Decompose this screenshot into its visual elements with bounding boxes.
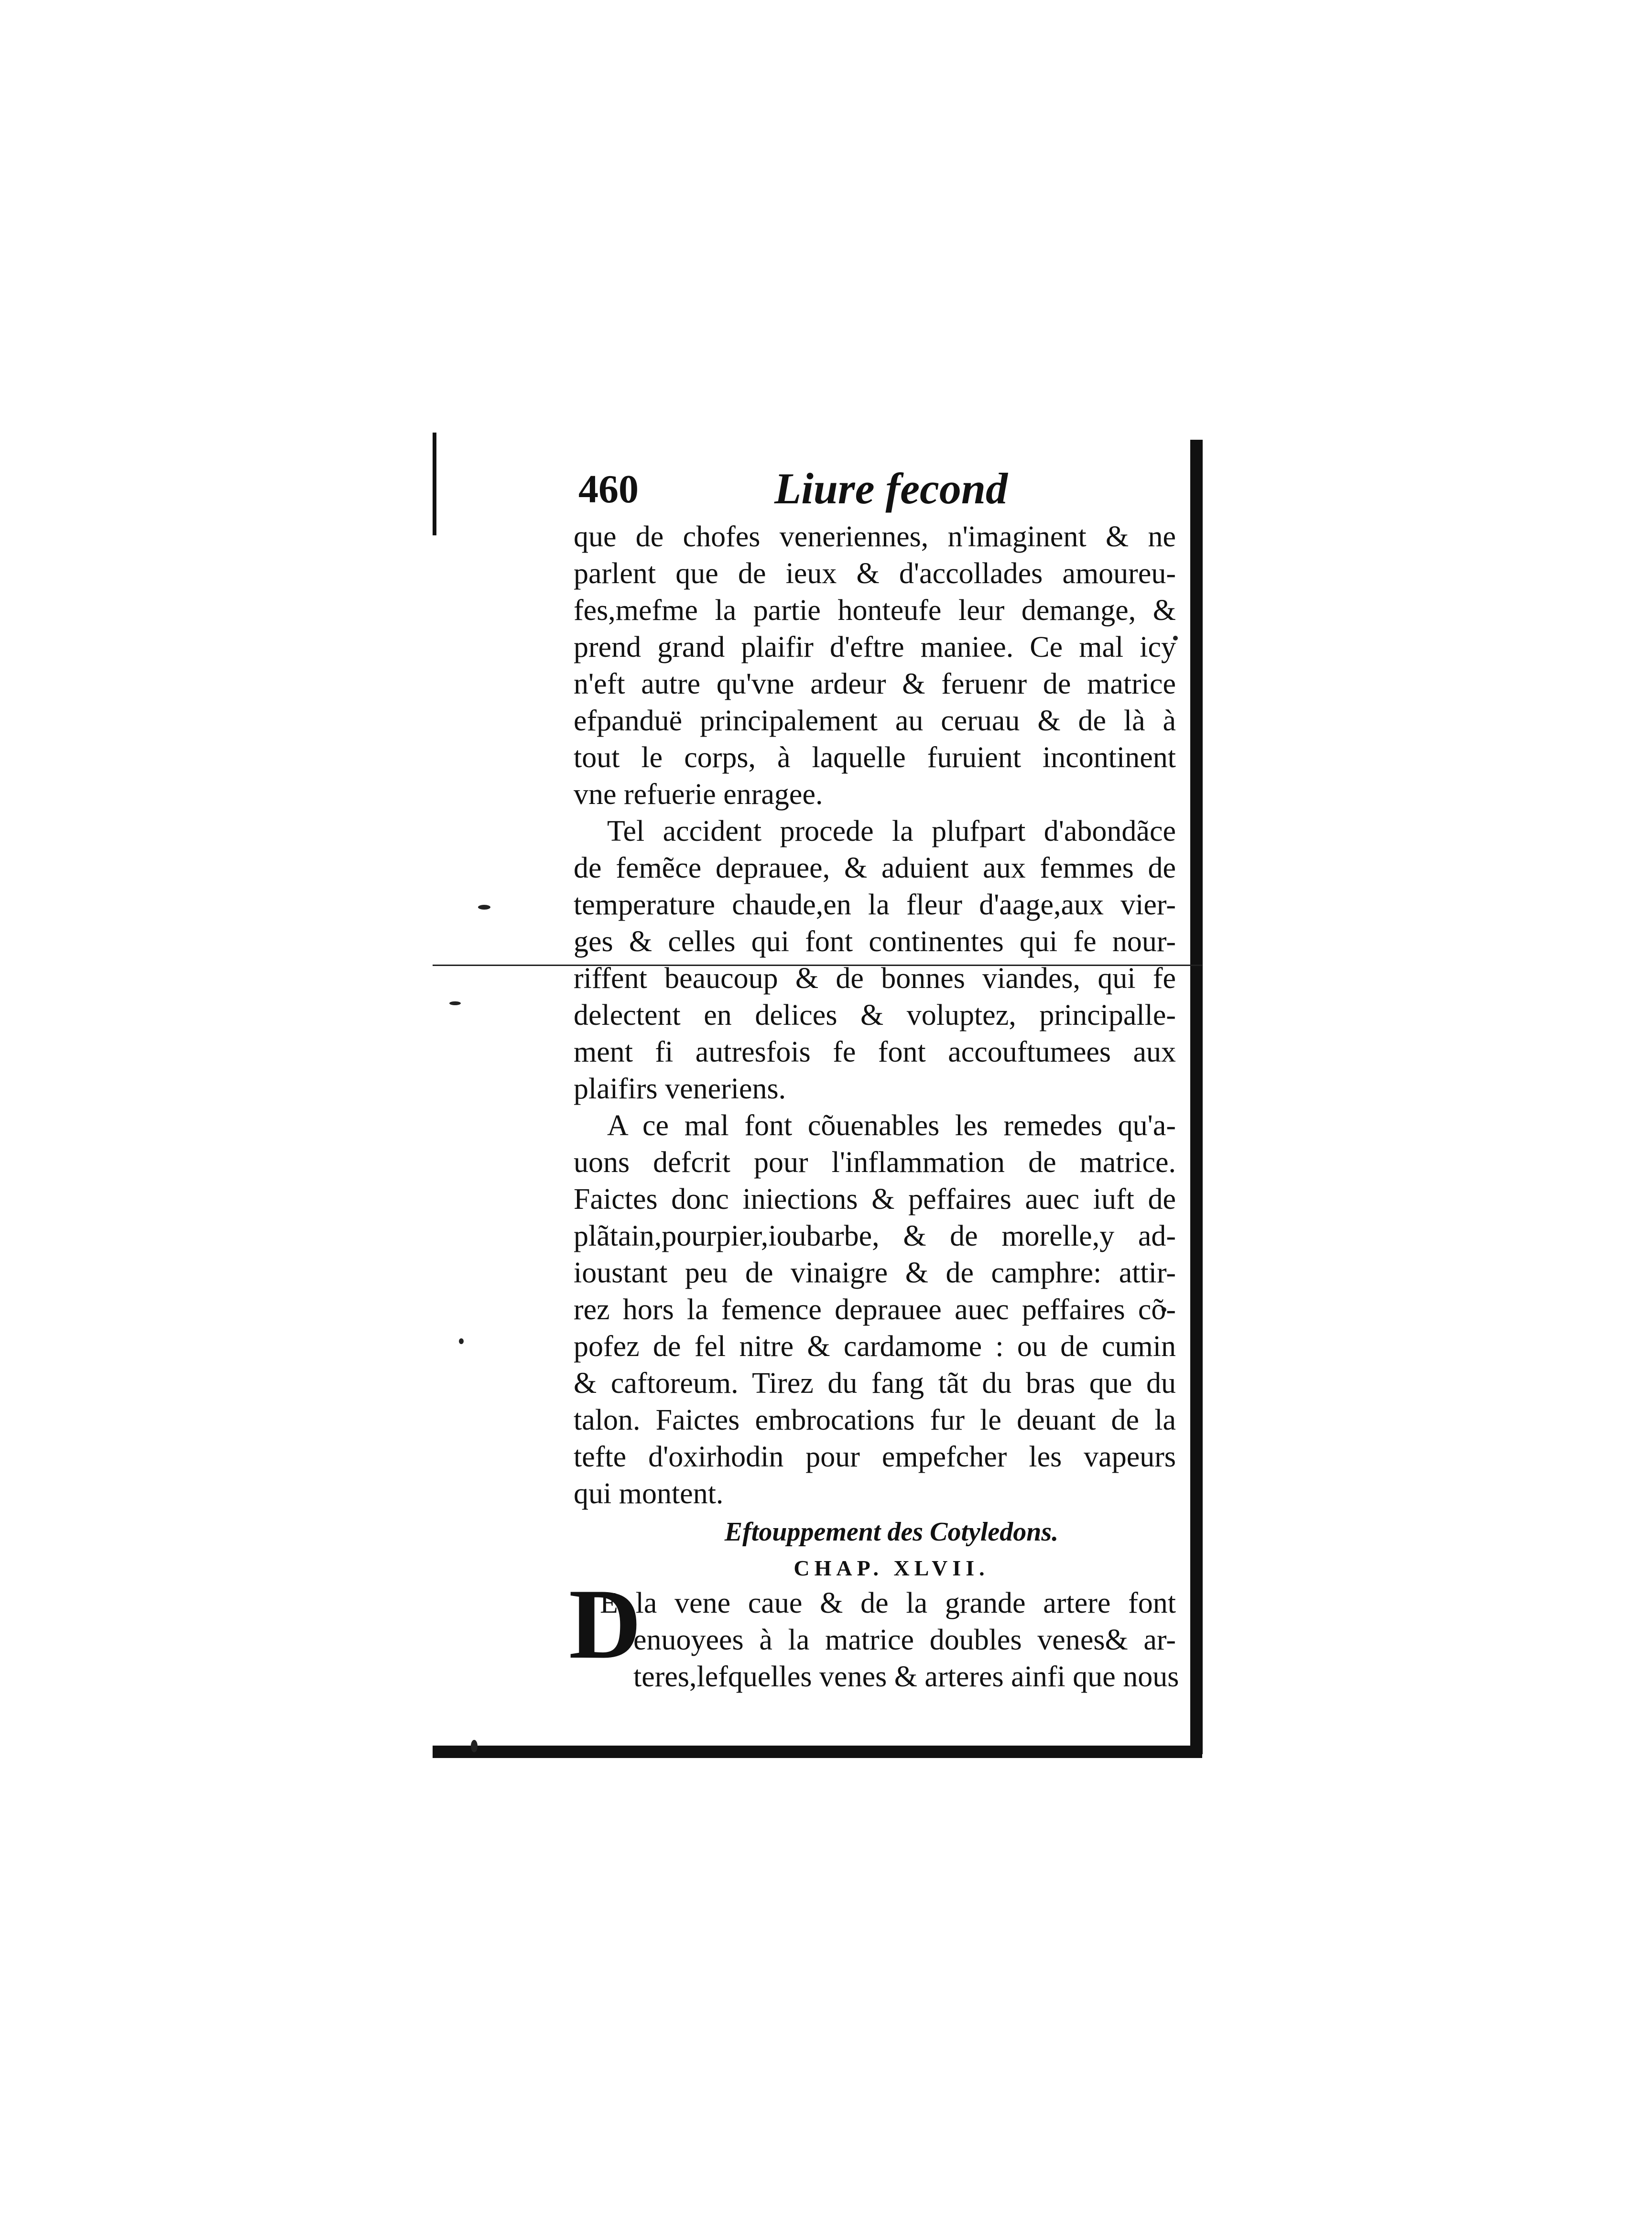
text-line: teres,lefquelles venes & arteres ainfi que nous [633,1661,1179,1693]
text-line: ment fi autresfois fe font accouftumees aux [574,1036,1176,1068]
text-line: que de chofes veneriennes, n'imaginent & ne [574,521,1176,553]
text-line: tout le corps, à laquelle furuient incontinent [574,741,1176,774]
drop-cap: D [569,1569,641,1680]
text-line: parlent que de ieux & d'accollades amoureu- [574,557,1176,590]
paragraph-1 [574,519,1176,813]
text-line: A ce mal font cõuenables les remedes qu'a- [607,1109,1176,1142]
text-line: Tel accident procede la plufpart d'abondãce [607,815,1176,847]
text-line: & caftoreum. Tirez du fang tãt du bras que du [574,1367,1176,1400]
left-margin-rule [433,433,436,535]
text-line: ioustant peu de vinaigre & de camphre: attir- [574,1257,1176,1289]
text-line: delectent en delices & voluptez, principalle- [574,999,1176,1031]
right-gutter-rule [1190,440,1203,1754]
running-title: Liure fecond [774,464,1008,513]
text-line: plãtain,pourpier,ioubarbe, & de morelle,y ad- [574,1220,1176,1252]
text-line: ges & celles qui font continentes qui fe nour- [574,925,1176,958]
text-line: de femẽce deprauee, & aduient aux femmes de [574,852,1176,884]
text-line: Faictes donc iniections & peffaires auec iuft de [574,1183,1176,1216]
text-line: riffent beaucoup & de bonnes viandes, qui fe [574,962,1176,995]
text-line: enuoyees à la matrice doubles venes& ar- [633,1624,1176,1656]
page-number: 460 [578,467,639,511]
chapter-number: CHAP. XLVII. [793,1556,989,1580]
text-line: plaifirs veneriens. [574,1073,786,1105]
text-line: tefte d'oxirhodin pour empefcher les vapeurs [574,1441,1176,1473]
text-line: rez hors la femence deprauee auec peffaires cõ- [574,1293,1176,1326]
ink-speck [478,905,490,910]
chapter-body [569,1569,1179,1695]
text-line: pofez de fel nitre & cardamome : ou de cumin [574,1330,1176,1363]
text-line: talon. Faictes embrocations fur le deuant de la [574,1404,1176,1436]
ink-speck [449,1001,461,1005]
text-line: qui montent. [574,1477,724,1510]
paragraph-3 [574,1107,1176,1512]
text-line: vne refuerie enragee. [574,778,823,811]
text-line: uons defcrit pour l'inflammation de matrice. [574,1146,1176,1179]
paragraph-2 [574,813,1176,1107]
ink-speck [471,1740,478,1752]
page-text [569,464,1179,1695]
text-line: efpanduë principalement au ceruau & de là à [574,705,1176,737]
text-line: n'eft autre qu'vne ardeur & feruenr de matrice [574,668,1176,700]
text-line: prend grand plaifir d'eftre maniee. Ce mal icy [574,631,1176,663]
chapter-heading: Eftouppement des Cotyledons. [724,1517,1059,1547]
ink-speck [459,1338,464,1344]
text-line: temperature chaude,en la fleur d'aage,aux vier- [574,889,1176,921]
text-line: fes,mefme la partie honteufe leur demange, & [574,594,1176,627]
text-line: E la vene caue & de la grande artere font [600,1587,1176,1619]
bottom-edge-rule [433,1746,1202,1758]
page-header [574,466,1176,519]
